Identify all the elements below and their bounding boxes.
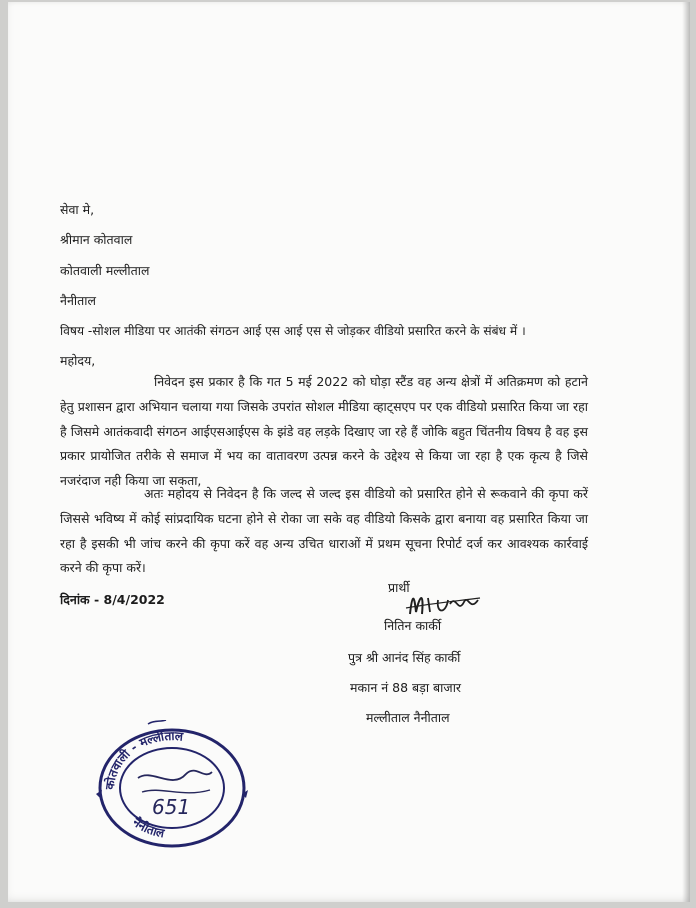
stamp-top-text: कोतवाली - मल्लीताल <box>102 728 184 791</box>
salutation-to: सेवा मे, <box>60 202 95 217</box>
sender-address-line-2: मल्लीताल नैनीताल <box>366 710 450 725</box>
sender-address-line-1: मकान नं 88 बड़ा बाजार <box>350 680 462 695</box>
stamp-handwritten-number: 651 <box>152 795 191 819</box>
letter-page <box>8 2 690 902</box>
stamp-bottom-text: नैनीताल <box>130 815 166 841</box>
recipient-line-2: कोतवाली मल्लीताल <box>60 263 150 278</box>
greeting: महोदय, <box>60 353 96 368</box>
svg-text:कोतवाली - मल्लीताल <box>103 729 185 792</box>
sender-name: नितिन कार्की <box>384 618 442 633</box>
date-line: दिनांक - 8/4/2022 <box>60 592 165 607</box>
subject-line: विषय -सोशल मीडिया पर आतंकी संगठन आई एस आई एस से जोड़कर वीडियो प्रसारित करने के संबंध में । <box>60 324 526 338</box>
body-paragraph-2: अतः महोदय से निवेदन है कि जल्द से जल्द इस वीडियो को प्रसारित होने से रूकवाने की कृपा करें जिससे भविष्य में कोई सांप्रदायिक घटना होने से रोका जा सके वह वीडियो किसके द्वारा बनाया वह प्रसारित किया जा रहा है इसकी भी जांच करने की कृपा करें वह अन्य उचित धाराओं में प्रथम सूचना रिपोर्ट दर्ज कर आवश्यक कार्रवाई करने की कृपा करें। <box>60 486 588 576</box>
paper-edge-shadow <box>682 2 690 902</box>
recipient-line-1: श्रीमान कोतवाल <box>60 232 133 247</box>
body-paragraph-1: निवेदन इस प्रकार है कि गत 5 मई 2022 को घोड़ा स्टैंड वह अन्य क्षेत्रों में अतिक्रमण को हटाने हेतु प्रशासन द्वारा अभियान चलाया गया जिसके उपरांत सोशल मीडिया व्हाट्सएप पर एक वीडियो प्रसारित किया जा रहा है जिसमे आतंकवादी संगठन आईएसआईएस के झंडे वह लड़के दिखाए जा रहे हैं जोकि बहुत चिंतनीय विषय है वह इस प्रकार प्रायोजित तरीके से समाज में भय का वातावरण उत्पन्न करने के उद्देश्य से किया जा रहा है एक कृत्य है जिसे नजरंदाज नही किया जा सकता, <box>60 374 588 489</box>
recipient-line-3: नैनीताल <box>60 293 96 308</box>
sender-label: प्रार्थी <box>388 580 410 595</box>
sender-parentage: पुत्र श्री आनंद सिंह कार्की <box>348 650 461 665</box>
police-station-stamp <box>92 720 252 852</box>
